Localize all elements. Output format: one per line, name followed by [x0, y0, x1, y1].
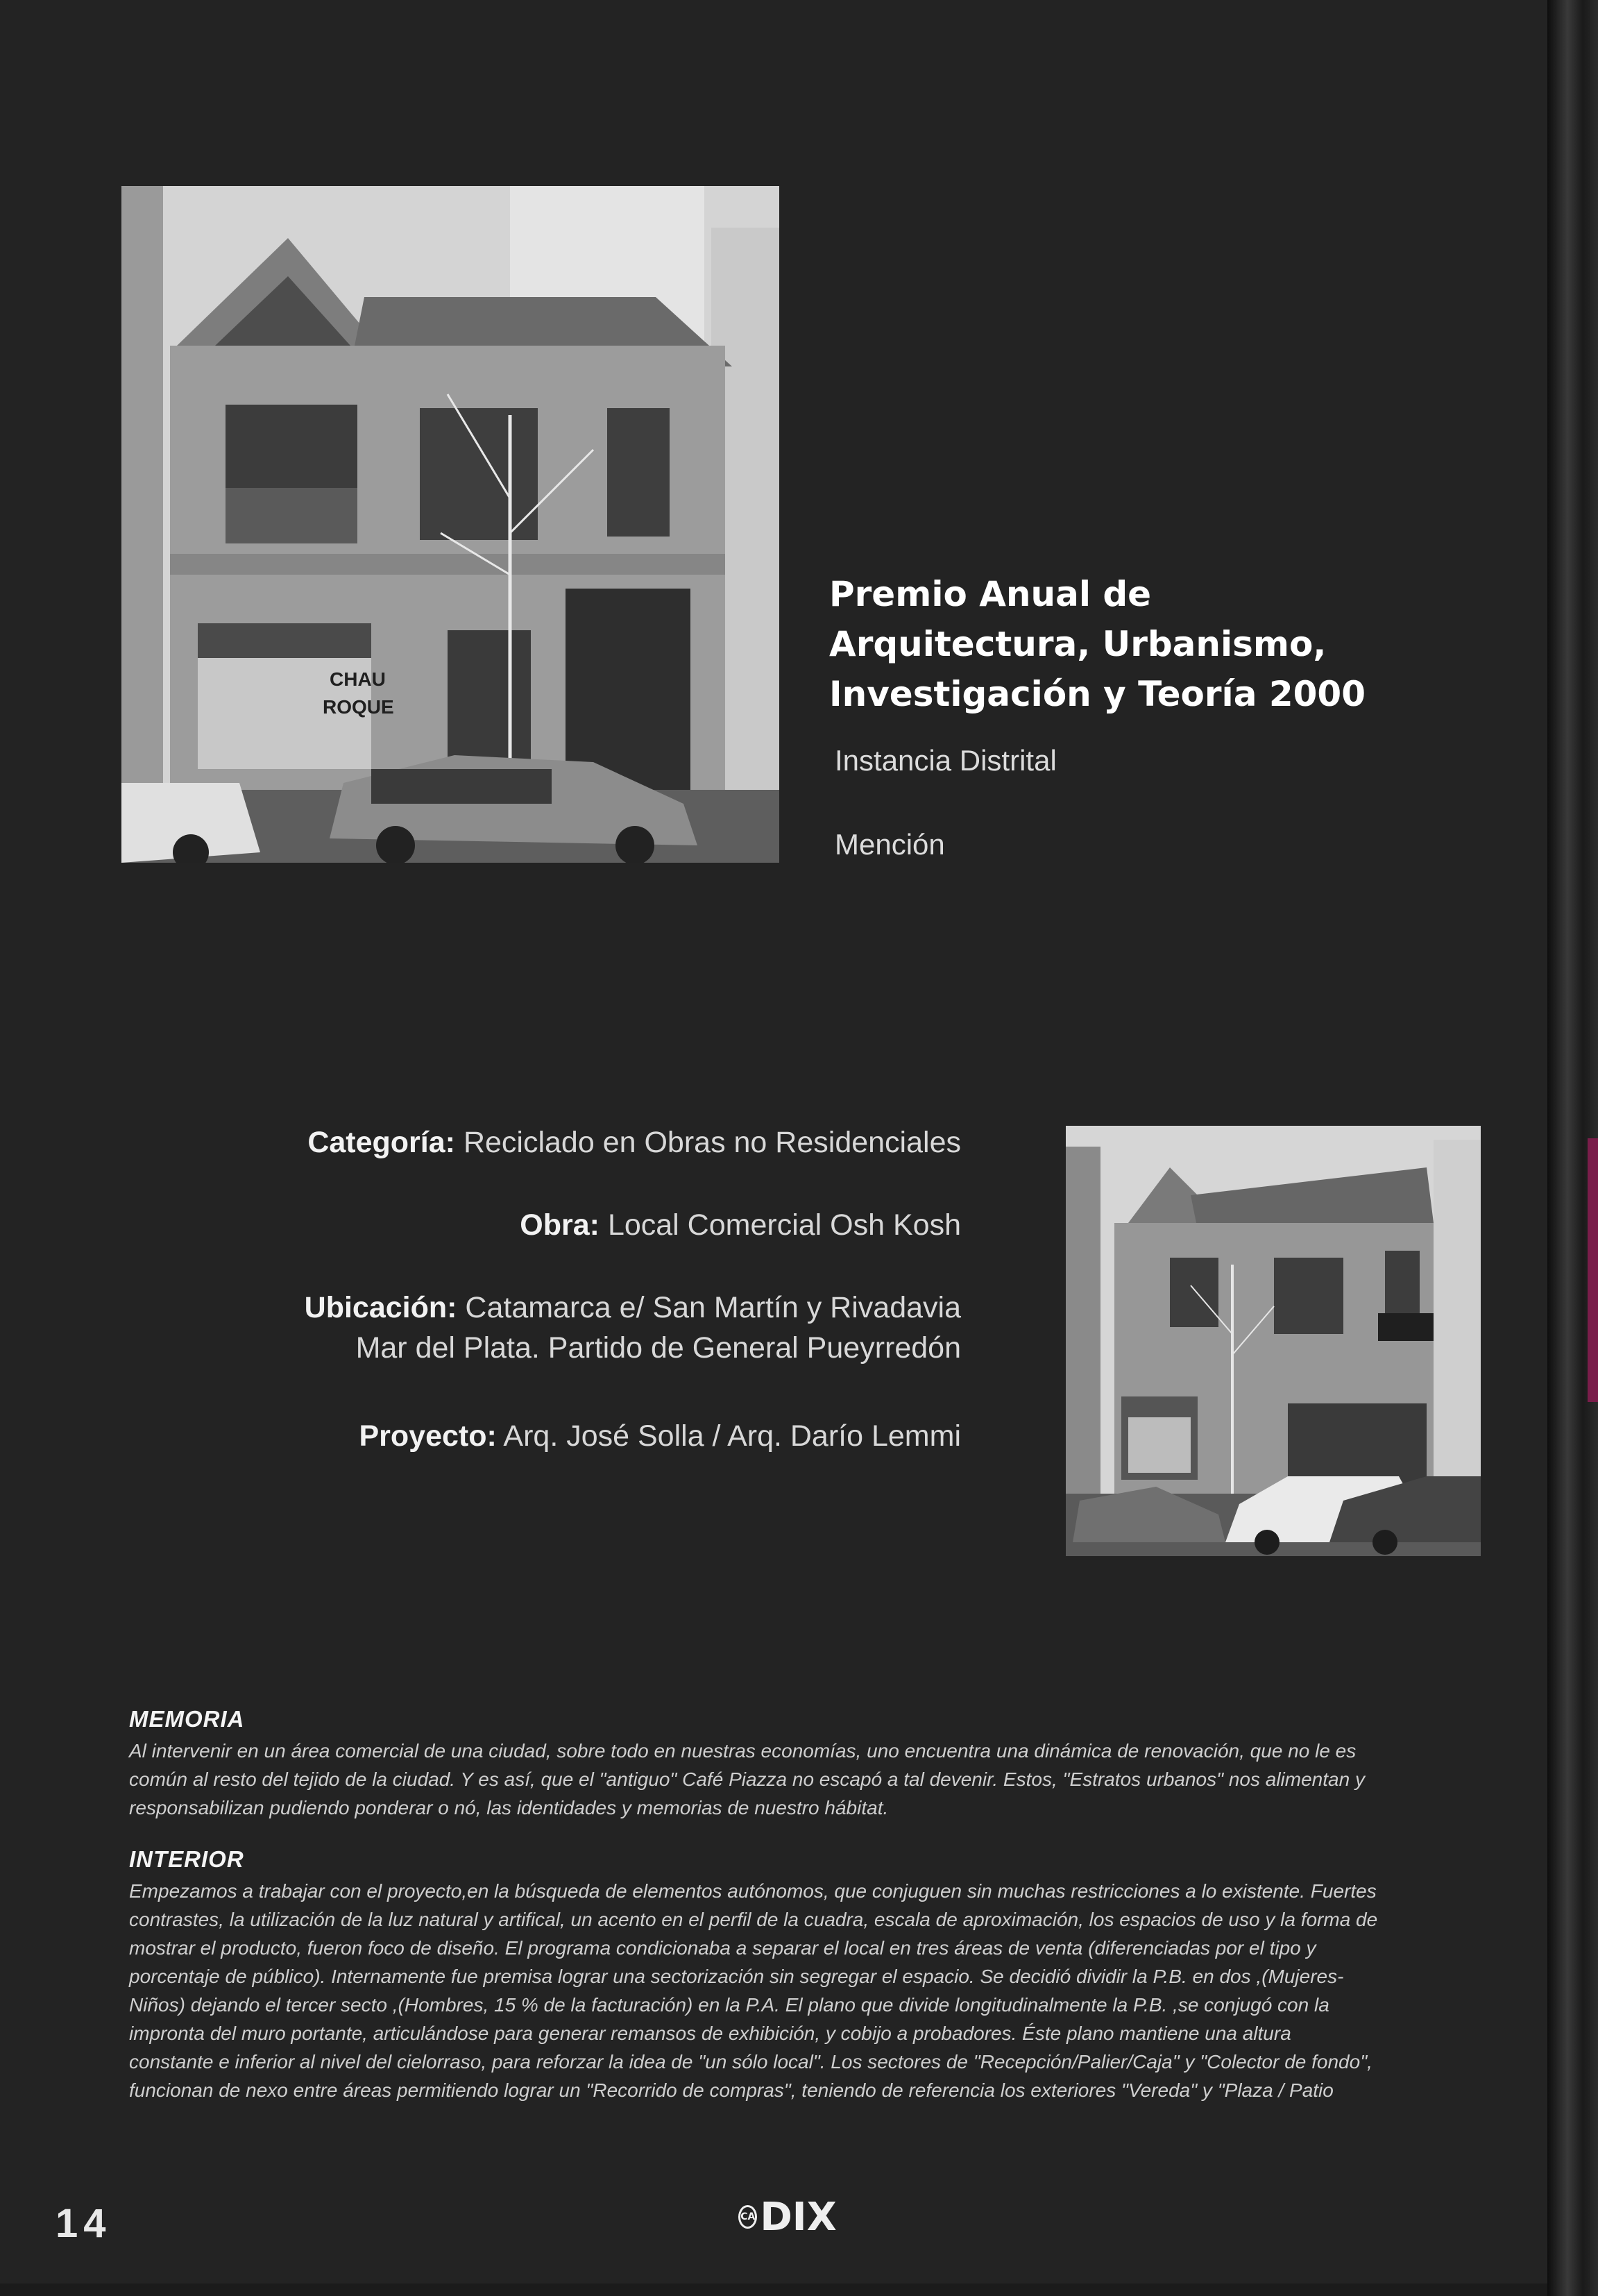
storefront-sign-roque: ROQUE	[323, 696, 394, 718]
interior-line-2: contrastes, la utilización de la luz natural y artifical, un acento en el perfil de la cuadra, escala de aproximación, los espacios de uso y la forma de	[129, 1909, 1378, 1930]
memoria-line-3: responsabilizan pudiendo ponderar o nó, las identidades y memorias de nuestro hábitat.	[129, 1797, 889, 1818]
title-line-2: Arquitectura, Urbanismo,	[829, 624, 1327, 664]
main-building-photo	[121, 186, 779, 863]
interior-line-1: Empezamos a trabajar con el proyecto,en la búsqueda de elementos autónomos, que conjuguen sin muchas restricciones a lo existente. Fuertes	[129, 1880, 1377, 1902]
page-number: 14	[56, 2201, 112, 2246]
interior-line-3: mostrar el producto, fueron foco de diseño. El programa condicionaba a separar el local en tres áreas de venta (diferenciadas por el tipo y	[129, 1937, 1316, 1959]
secondary-building-photo	[1066, 1126, 1481, 1556]
instancia-distrital: Instancia Distrital	[835, 744, 1057, 777]
categoria-label: Categoría:	[307, 1126, 455, 1159]
ubicacion-label: Ubicación:	[304, 1291, 457, 1324]
ubicacion-line	[305, 1288, 961, 1368]
title-line-3: Investigación y Teoría 2000	[829, 674, 1366, 714]
logo-mark-icon: CA	[738, 2205, 757, 2229]
interior-line-6: impronta del muro portante, articulándose para generar remansos de exhibición, y cobijo a probadores. Éste plano mantiene una altura	[129, 2023, 1291, 2044]
spine-accent	[1588, 1138, 1598, 1402]
obra-value: Local Comercial Osh Kosh	[607, 1208, 961, 1242]
memoria-body	[129, 1737, 1486, 1822]
title-line-1: Premio Anual de	[829, 574, 1152, 614]
dix-logo	[740, 2192, 837, 2242]
memoria-heading: MEMORIA	[129, 1706, 245, 1732]
storefront-sign-chau: CHAU	[330, 668, 386, 690]
interior-line-5: Niños) dejando el tercer secto ,(Hombres, 15 % de la facturación) en la P.A. El plano que divide longitudinalmente la P.B. ,se conjugó con la	[129, 1994, 1329, 2016]
logo-text: DIX	[760, 2194, 837, 2240]
categoria-line	[307, 1122, 961, 1163]
mencion: Mención	[835, 828, 945, 861]
proyecto-value: Arq. José Solla / Arq. Darío Lemmi	[503, 1419, 961, 1453]
memoria-line-2: común al resto del tejido de la ciudad. Y es así, que el "antiguo" Café Piazza no escapó a tal devenir. Estos, "Estratos urbanos" nos alimentan y	[129, 1769, 1365, 1790]
obra-label: Obra:	[520, 1208, 600, 1242]
interior-body	[129, 1877, 1486, 2104]
interior-line-4: porcentaje de público). Internamente fue premisa lograr una sectorización sin segregar el espacio. Se decidió dividir la P.B. en dos ,(Mujeres-	[129, 1966, 1344, 1987]
categoria-value: Reciclado en Obras no Residenciales	[463, 1126, 961, 1159]
interior-line-8: funcionan de nexo entre áreas permitiendo lograr un "Recorrido de compras", teniendo de referencia los exteriores "Vereda" y "Plaza / Patio	[129, 2079, 1334, 2101]
memoria-line-1: Al intervenir en un área comercial de una ciudad, sobre todo en nuestras economías, uno encuentra una dinámica de renovación, que no le es	[129, 1740, 1357, 1762]
proyecto-label: Proyecto:	[359, 1419, 497, 1453]
obra-line	[520, 1205, 961, 1245]
interior-heading: INTERIOR	[129, 1846, 244, 1872]
interior-line-7: constante e inferior al nivel del cielorraso, para reforzar la idea de "un sólo local". Los sectores de "Recepción/Palier/Caja" y "Colector de fondo",	[129, 2051, 1372, 2073]
award-title	[829, 569, 1523, 719]
proyecto-line	[359, 1416, 961, 1456]
ubicacion-value: Catamarca e/ San Martín y Rivadavia	[465, 1291, 961, 1324]
ubicacion-value-2: Mar del Plata. Partido de General Pueyrredón	[355, 1331, 961, 1365]
